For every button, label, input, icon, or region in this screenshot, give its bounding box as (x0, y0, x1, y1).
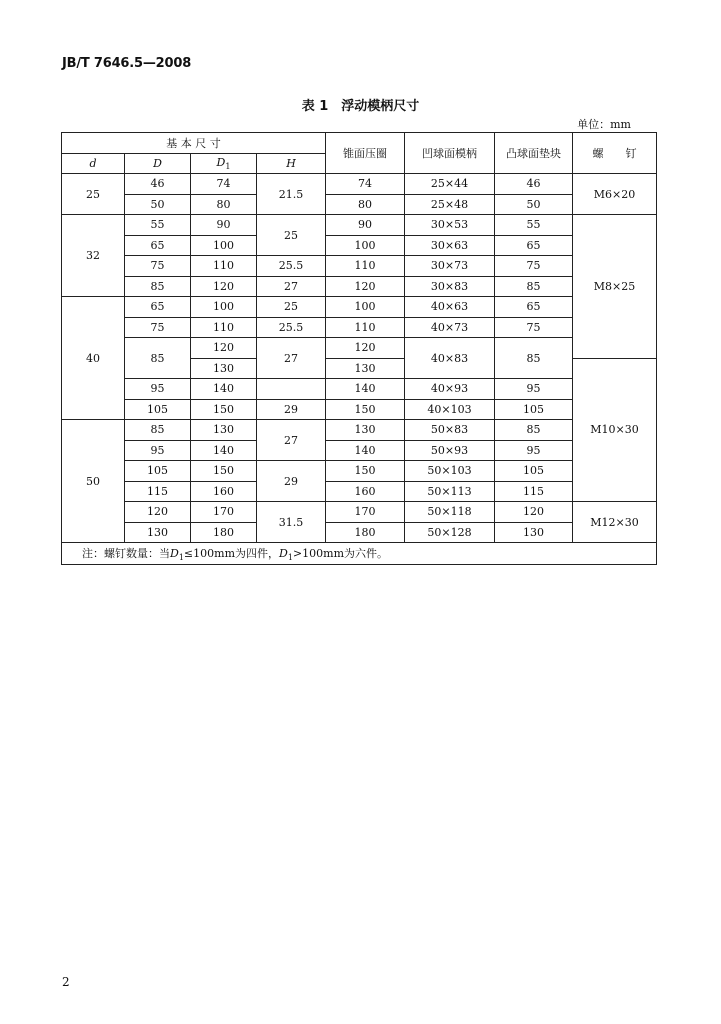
cell-D: 95 (125, 379, 191, 400)
standard-number: JB/T 7646.5—2008 (62, 56, 192, 71)
cell-H: 25 (257, 215, 326, 256)
cell-convex: 50 (495, 194, 573, 215)
cell-concave: 50×103 (405, 461, 495, 482)
cell-D: 65 (125, 235, 191, 256)
cell-convex: 105 (495, 461, 573, 482)
cell-concave: 50×118 (405, 502, 495, 523)
cell-D1: 100 (191, 235, 257, 256)
cell-H: 27 (257, 338, 326, 379)
table-row (62, 399, 657, 420)
cell-D: 85 (125, 420, 191, 441)
cell-D: 46 (125, 174, 191, 195)
cell-D1: 130 (191, 358, 257, 379)
cell-H: 21.5 (257, 174, 326, 215)
cell-D1: 180 (191, 522, 257, 543)
cell-D1: 110 (191, 317, 257, 338)
cell-D: 75 (125, 256, 191, 277)
cell-convex: 120 (495, 502, 573, 523)
cell-concave: 40×93 (405, 379, 495, 400)
cell-D: 55 (125, 215, 191, 236)
cell-H: 27 (257, 276, 326, 297)
cell-D1: 100 (191, 297, 257, 318)
table-row (62, 481, 657, 502)
table-row (62, 379, 657, 400)
cell-concave: 50×113 (405, 481, 495, 502)
table-row (62, 420, 657, 441)
cell-cone: 160 (326, 481, 405, 502)
cell-D1: 90 (191, 215, 257, 236)
cell-cone: 130 (326, 358, 405, 379)
cell-H: 25.5 (257, 317, 326, 338)
cell-convex: 46 (495, 174, 573, 195)
cell-cone: 150 (326, 399, 405, 420)
cell-cone: 130 (326, 420, 405, 441)
cell-screw: M10×30 (573, 358, 657, 502)
cell-D1: 120 (191, 276, 257, 297)
table-row (62, 461, 657, 482)
cell-cone: 80 (326, 194, 405, 215)
cell-D: 120 (125, 502, 191, 523)
cell-convex: 65 (495, 235, 573, 256)
header-D: D (125, 153, 191, 174)
cell-cone: 140 (326, 440, 405, 461)
cell-convex: 95 (495, 379, 573, 400)
cell-H-empty (257, 379, 326, 400)
cell-D: 75 (125, 317, 191, 338)
note-row (62, 543, 657, 565)
table-row (62, 194, 657, 215)
cell-D1: 74 (191, 174, 257, 195)
table-row (62, 215, 657, 236)
cell-concave: 25×48 (405, 194, 495, 215)
cell-cone: 110 (326, 317, 405, 338)
cell-D: 115 (125, 481, 191, 502)
cell-convex: 55 (495, 215, 573, 236)
cell-d: 25 (62, 174, 125, 215)
cell-concave: 30×73 (405, 256, 495, 277)
cell-concave: 30×53 (405, 215, 495, 236)
header-d: d (62, 153, 125, 174)
header-screw: 螺 钉 (573, 133, 657, 174)
cell-convex: 130 (495, 522, 573, 543)
cell-D1: 160 (191, 481, 257, 502)
cell-cone: 100 (326, 297, 405, 318)
cell-convex: 75 (495, 317, 573, 338)
table-row (62, 502, 657, 523)
unit-label: 单位：mm (577, 118, 631, 131)
cell-concave: 50×83 (405, 420, 495, 441)
header-cone-ring: 锥面压圈 (326, 133, 405, 174)
table-row (62, 174, 657, 195)
cell-convex: 75 (495, 256, 573, 277)
table-title: 表 1 浮动模柄尺寸 (301, 99, 420, 114)
page-number: 2 (62, 975, 70, 989)
header-convex-pad: 凸球面垫块 (495, 133, 573, 174)
cell-D: 105 (125, 461, 191, 482)
cell-cone: 90 (326, 215, 405, 236)
table-row (62, 440, 657, 461)
cell-cone: 74 (326, 174, 405, 195)
cell-screw: M8×25 (573, 215, 657, 359)
cell-d: 32 (62, 215, 125, 297)
cell-convex: 85 (495, 420, 573, 441)
cell-cone: 150 (326, 461, 405, 482)
cell-cone: 120 (326, 338, 405, 359)
header-H: H (257, 153, 326, 174)
cell-convex: 85 (495, 338, 573, 379)
cell-concave: 25×44 (405, 174, 495, 195)
cell-cone: 110 (326, 256, 405, 277)
cell-H: 31.5 (257, 502, 326, 543)
cell-concave: 40×83 (405, 338, 495, 379)
cell-screw: M6×20 (573, 174, 657, 215)
cell-d: 40 (62, 297, 125, 420)
header-concave-handle: 凹球面模柄 (405, 133, 495, 174)
cell-H: 25.5 (257, 256, 326, 277)
cell-convex: 95 (495, 440, 573, 461)
cell-D1: 140 (191, 440, 257, 461)
table-row (62, 297, 657, 318)
cell-H: 27 (257, 420, 326, 461)
cell-concave: 40×103 (405, 399, 495, 420)
cell-concave: 30×83 (405, 276, 495, 297)
cell-D: 65 (125, 297, 191, 318)
cell-cone: 170 (326, 502, 405, 523)
table-row (62, 256, 657, 277)
cell-D1: 150 (191, 399, 257, 420)
table-note: 注：螺钉数量：当$D_1\le 100mm$为四件，$D_1>100mm$为六件。 (62, 543, 657, 565)
cell-D1: 170 (191, 502, 257, 523)
cell-H: 29 (257, 461, 326, 502)
cell-D1: 120 (191, 338, 257, 359)
cell-D1: 110 (191, 256, 257, 277)
cell-d: 50 (62, 420, 125, 543)
cell-D: 95 (125, 440, 191, 461)
cell-convex: 105 (495, 399, 573, 420)
cell-screw: M12×30 (573, 502, 657, 543)
table-row (62, 338, 657, 359)
cell-convex: 85 (495, 276, 573, 297)
cell-concave: 30×63 (405, 235, 495, 256)
cell-D1: 80 (191, 194, 257, 215)
cell-cone: 180 (326, 522, 405, 543)
dimension-table (61, 132, 657, 565)
cell-D: 105 (125, 399, 191, 420)
cell-H: 25 (257, 297, 326, 318)
cell-concave: 50×93 (405, 440, 495, 461)
cell-D: 130 (125, 522, 191, 543)
cell-D: 85 (125, 276, 191, 297)
cell-concave: 50×128 (405, 522, 495, 543)
cell-D: 85 (125, 338, 191, 379)
cell-D1: 130 (191, 420, 257, 441)
cell-cone: 120 (326, 276, 405, 297)
header-D1: $D_1$ (191, 153, 257, 174)
cell-H: 29 (257, 399, 326, 420)
table-row (62, 522, 657, 543)
table-row (62, 276, 657, 297)
table-row (62, 235, 657, 256)
cell-convex: 65 (495, 297, 573, 318)
cell-cone: 100 (326, 235, 405, 256)
cell-D: 50 (125, 194, 191, 215)
header-basic-dimensions: 基 本 尺 寸 (62, 133, 326, 154)
cell-D1: 150 (191, 461, 257, 482)
cell-convex: 115 (495, 481, 573, 502)
cell-D1: 140 (191, 379, 257, 400)
table-row (62, 317, 657, 338)
cell-concave: 40×63 (405, 297, 495, 318)
cell-cone: 140 (326, 379, 405, 400)
cell-concave: 40×73 (405, 317, 495, 338)
